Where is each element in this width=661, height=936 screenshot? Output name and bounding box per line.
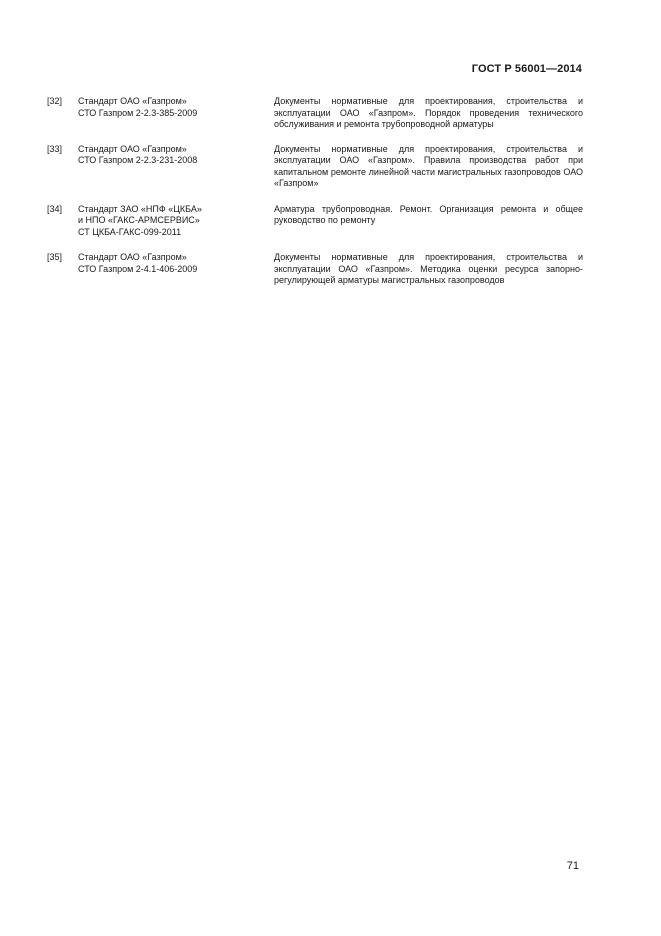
document-code: ГОСТ Р 56001—2014: [471, 63, 582, 75]
entry-number: [33]: [47, 143, 63, 154]
entry-title: Документы нормативные для проектирования, строительства и эксплуатации ОАО «Газпром». Методика оценки ресурса запорно-регулирующей арматуры магистральных газопроводов: [274, 252, 583, 285]
entry-source: Стандарт ЗАО «НПФ «ЦКБА» и НПО «ГАКС-АРМСЕРВИС» СТ ЦКБА-ГАКС-099-2011: [78, 203, 202, 237]
entry-title: Арматура трубопроводная. Ремонт. Организация ремонта и общее руководство по ремонту: [274, 203, 583, 225]
entry-number: [35]: [47, 252, 63, 262]
page-number: 71: [566, 860, 579, 872]
entry-number: [34]: [47, 203, 63, 214]
bibliography-entry: [47, 96, 583, 131]
bibliography-list: [47, 96, 583, 287]
entry-title: Документы нормативные для проектирования, строительства и эксплуатации ОАО «Газпром». Порядок проведения технического обслуживания и ремонта трубопроводной арматуры: [274, 96, 583, 129]
entry-number: [32]: [47, 96, 63, 106]
entry-source: Стандарт ОАО «Газпром» СТО Газпром 2-2.3-385-2009: [78, 96, 198, 118]
entry-source: Стандарт ОАО «Газпром» СТО Газпром 2-4.1-406-2009: [78, 252, 198, 274]
bibliography-entry: [47, 144, 583, 190]
bibliography-entry: [47, 204, 583, 239]
entry-source: Стандарт ОАО «Газпром» СТО Газпром 2-2.3-231-2008: [78, 143, 198, 165]
bibliography-entry: [47, 252, 583, 287]
entry-title: Документы нормативные для проектирования, строительства и эксплуатации ОАО «Газпром». Правила производства работ при капитальном ремонте линейной части магистральных газопроводов ОАО «Газпром»: [274, 143, 583, 188]
